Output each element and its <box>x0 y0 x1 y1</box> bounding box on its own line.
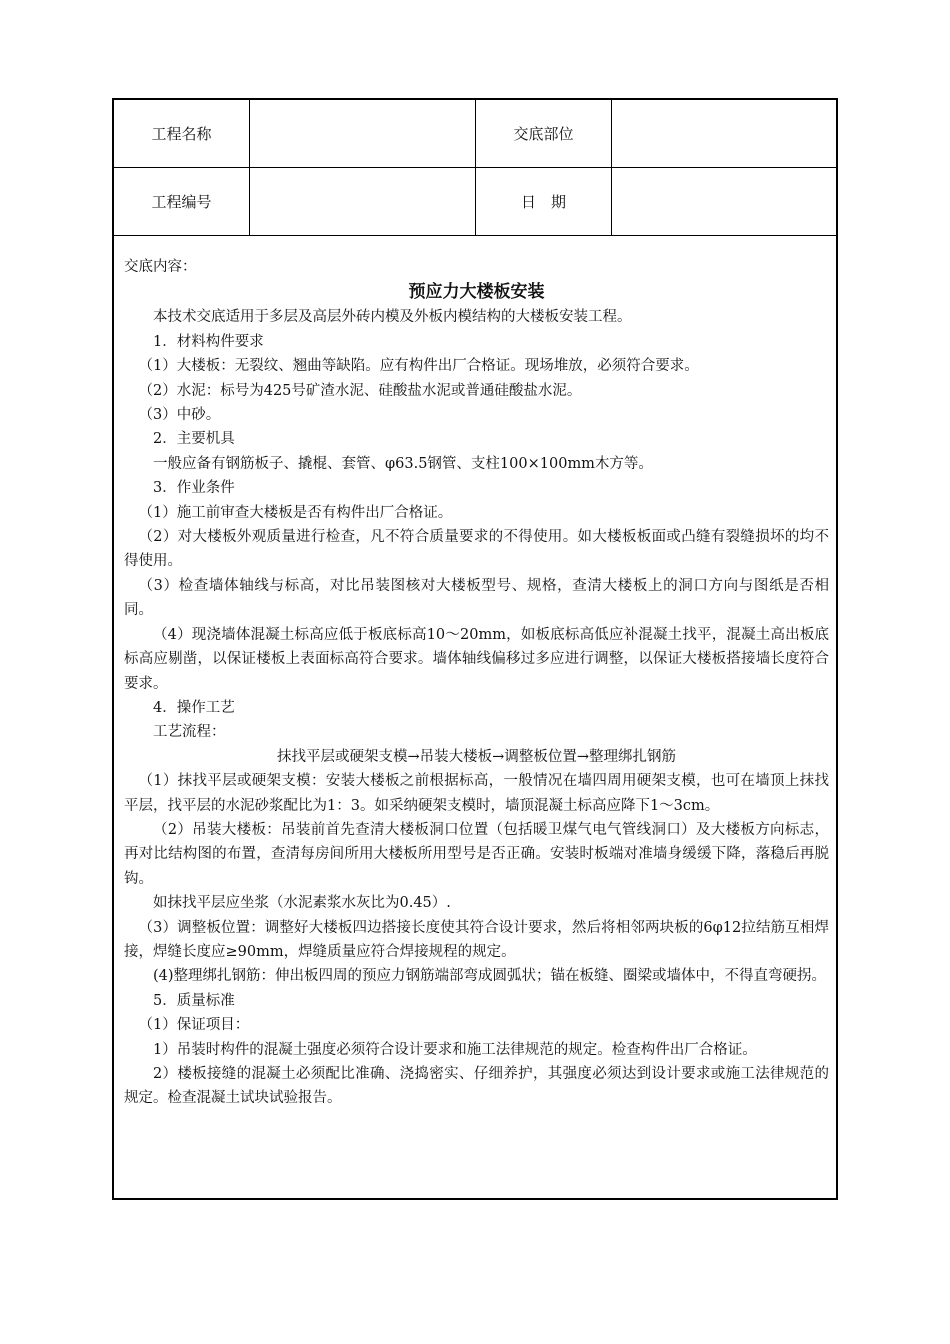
paragraph: （4）现浇墙体混凝土标高应低于板底标高10～20mm，如板底标高低应补混凝土找平，混凝土高出板底标高应剔凿，以保证楼板上表面标高符合要求。墙体轴线偏移过多应进行调整，以保证大楼板搭接墙长度符合要求。 <box>124 626 829 692</box>
paragraph: （1）施工前审查大楼板是否有构件出厂合格证。 <box>138 504 453 521</box>
project-no-label: 工程编号 <box>114 168 250 235</box>
paragraph: （3）调整板位置：调整好大楼板四边搭接长度使其符合设计要求，然后将相邻两块板的6φ12拉结筋互相焊接，焊缝长度应≥90mm，焊缝质量应符合焊接规程的规定。 <box>124 919 829 960</box>
paragraph: （1）大楼板：无裂纹、翘曲等缺陷。应有构件出厂合格证。现场堆放，必须符合要求。 <box>138 358 699 375</box>
section-heading: 2．主要机具 <box>153 431 235 448</box>
paragraph: 本技术交底适用于多层及高层外砖内模及外板内模结构的大楼板安装工程。 <box>153 309 632 326</box>
paragraph: （1）抹找平层或硬架支模：安装大楼板之前根据标高，一般情况在墙四周用硬架支模，也可在墙顶上抹找平层，找平层的水泥砂浆配比为1：3。如采纳硬架支模时，墙顶混凝土标高应降下1～3cm。 <box>124 773 829 814</box>
paragraph: （2）对大楼板外观质量进行检查，凡不符合质量要求的不得使用。如大楼板板面或凸缝有裂缝损坏的均不得使用。 <box>124 529 829 570</box>
handover-part-field[interactable] <box>612 100 836 167</box>
paragraph: 一般应备有钢筋板子、撬棍、套管、φ63.5钢管、支柱100×100mm木方等。 <box>153 455 653 472</box>
content-label: 交底内容： <box>124 259 197 275</box>
project-name-label: 工程名称 <box>114 100 250 167</box>
handover-form <box>112 98 838 1200</box>
section-heading: 3．作业条件 <box>153 480 235 497</box>
project-name-field[interactable] <box>250 100 476 167</box>
paragraph: （3）中砂。 <box>138 407 221 424</box>
date-label: 日 期 <box>476 168 612 235</box>
paragraph: （2）吊装大楼板：吊装前首先查清大楼板洞口位置（包括暖卫煤气电气管线洞口）及大楼板方向标志，再对比结构图的布置，查清每房间所用大楼板所用型号是否正确。安装时板端对准墙身缓缓下降，落稳后再脱钩。 <box>124 821 829 887</box>
project-no-field[interactable] <box>250 168 476 235</box>
paragraph: （2）水泥：标号为425号矿渣水泥、硅酸盐水泥或普通硅酸盐水泥。 <box>138 382 582 399</box>
section-heading: 5．质量标准 <box>153 992 235 1009</box>
document-title: 预应力大楼板安装 <box>408 282 545 303</box>
section-heading: 1．材料构件要求 <box>153 333 264 350</box>
paragraph: （1）保证项目： <box>138 1017 250 1034</box>
handover-content <box>124 255 829 1111</box>
paragraph: 工艺流程： <box>153 724 226 741</box>
date-field[interactable] <box>612 168 836 235</box>
header-row-1 <box>114 100 836 168</box>
header-row-2 <box>114 168 836 236</box>
paragraph: (4)整理绑扎钢筋：伸出板四周的预应力钢筋端部弯成圆弧状；锚在板缝、圈梁或墙体中，不得直弯硬拐。 <box>153 968 827 985</box>
paragraph: 如抹找平层应坐浆（水泥素浆水灰比为0.45）. <box>153 895 451 912</box>
process-flow: 抹找平层或硬架支模→吊装大楼板→调整板位置→整理绑扎钢筋 <box>277 748 676 765</box>
handover-part-label: 交底部位 <box>476 100 612 167</box>
paragraph: 2）楼板接缝的混凝土必须配比准确、浇捣密实、仔细养护，其强度必须达到设计要求或施工法律规范的规定。检查混凝土试块试验报告。 <box>124 1066 829 1107</box>
paragraph: 1）吊装时构件的混凝土强度必须符合设计要求和施工法律规范的规定。检查构件出厂合格证。 <box>153 1041 757 1058</box>
section-heading: 4．操作工艺 <box>153 699 235 716</box>
paragraph: （3）检查墙体轴线与标高，对比吊装图核对大楼板型号、规格，查清大楼板上的洞口方向与图纸是否相同。 <box>124 577 829 619</box>
